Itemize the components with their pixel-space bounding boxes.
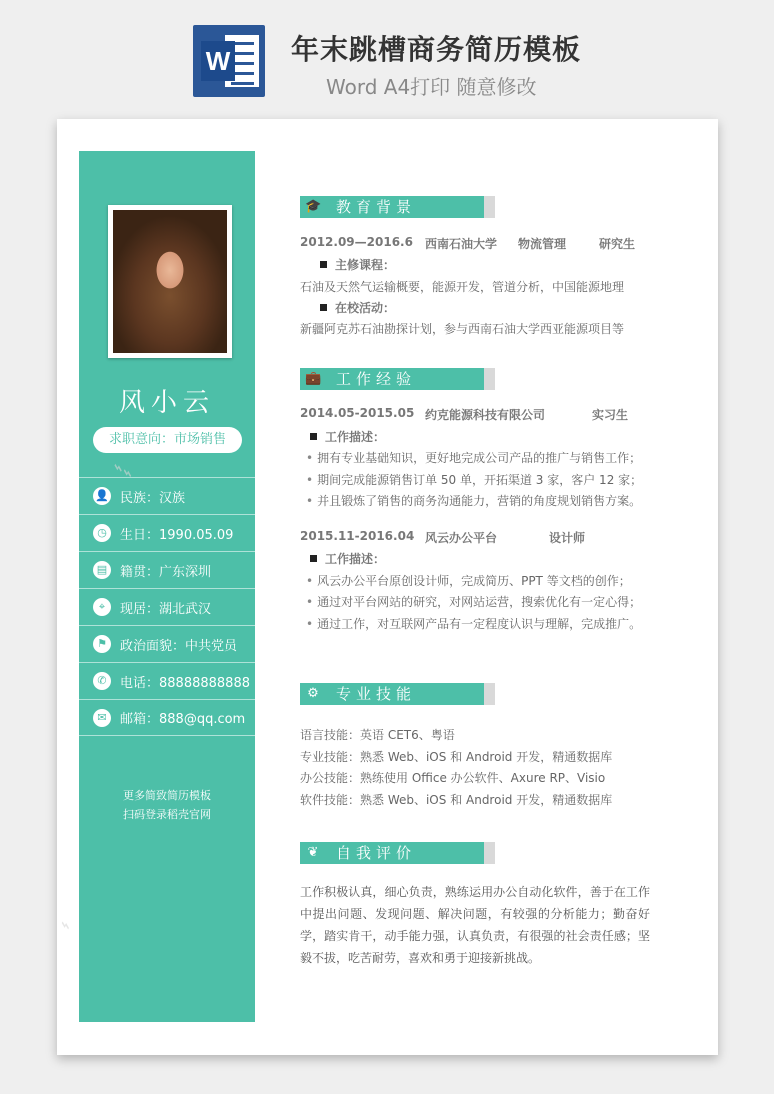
job-company: 风云办公平台 bbox=[425, 531, 498, 545]
watermark: ⌁ bbox=[55, 913, 76, 938]
personal-info-list bbox=[79, 477, 255, 736]
info-text: 现居：湖北武汉 bbox=[120, 601, 212, 617]
footer-line: 扫码登录稻壳官网 bbox=[123, 808, 211, 821]
briefcase-icon: 💼 bbox=[305, 371, 322, 386]
job-point: • 风云办公平台原创设计师，完成简历、PPT 等文档的创作； bbox=[306, 574, 631, 588]
activities-text: 新疆阿克苏石油勘探计划，参与西南石油大学西亚能源项目等 bbox=[300, 322, 625, 336]
job-period: 2014.05-2015.05 bbox=[300, 406, 415, 420]
job-period: 2015.11-2016.04 bbox=[300, 529, 415, 543]
section-title: 教育背景 bbox=[336, 198, 417, 216]
word-icon bbox=[193, 25, 265, 97]
job-point: • 通过工作，对互联网产品有一定程度认识与理解，完成推广。 bbox=[306, 617, 642, 631]
info-phone bbox=[79, 662, 255, 699]
info-text: 籍贯：广东深圳 bbox=[120, 564, 212, 580]
job-point: • 拥有专业基础知识，更好地完成公司产品的推广与销售工作； bbox=[306, 451, 642, 465]
section-title: 专业技能 bbox=[336, 685, 417, 703]
skill-item: 专业技能：熟悉 Web、iOS 和 Android 开发，精通数据库 bbox=[300, 750, 613, 764]
footer-line: 更多简致简历模板 bbox=[123, 789, 211, 802]
section-title: 工作经验 bbox=[336, 370, 417, 388]
sidebar-footer bbox=[79, 786, 255, 824]
self-eval-text: 工作积极认真，细心负责，熟练运用办公自动化软件，善于在工作中提出问题、发现问题、解决问题，有较强的分析能力；勤奋好学，踏实肯干，动手能力强，认真负责，有很强的社会责任感；坚毅不拔，吃苦耐劳，喜欢和勇于迎接新挑战。 bbox=[300, 885, 650, 965]
word-icon-letter: W bbox=[201, 41, 235, 81]
info-ethnicity bbox=[79, 477, 255, 514]
job-point: • 并且锻炼了销售的商务沟通能力，营销的角度规划销售方案。 bbox=[306, 494, 642, 508]
job-role: 设计师 bbox=[549, 531, 586, 545]
edu-degree: 研究生 bbox=[599, 237, 636, 251]
section-title: 自我评价 bbox=[336, 844, 417, 862]
skill-item: 办公技能：熟练使用 Office 办公软件、Axure RP、Visio bbox=[300, 771, 606, 785]
mail-icon: ✉ bbox=[93, 709, 111, 727]
edu-major: 物流管理 bbox=[518, 237, 567, 251]
info-birthday bbox=[79, 514, 255, 551]
info-text: 民族：汉族 bbox=[120, 490, 186, 506]
section-header-skills bbox=[300, 683, 495, 705]
skill-item: 语言技能：英语 CET6、粤语 bbox=[300, 728, 455, 742]
graduation-cap-icon: 🎓 bbox=[305, 199, 322, 214]
job-desc-label: 工作描述： bbox=[310, 550, 385, 567]
job-point: • 通过对平台网站的研究，对网站运营，搜索优化有一定心得； bbox=[306, 595, 642, 609]
section-header-education bbox=[300, 196, 495, 218]
chart-icon: ▤ bbox=[93, 561, 111, 579]
profile-name: 风小云 bbox=[118, 388, 215, 418]
job-role: 实习生 bbox=[592, 408, 629, 422]
page-title: 年末跳槽商务简历模板 bbox=[291, 33, 582, 66]
flag-icon: ⚑ bbox=[93, 635, 111, 653]
info-text: 生日：1990.05.09 bbox=[120, 527, 234, 543]
info-text: 邮箱：888@qq.com bbox=[120, 712, 246, 727]
phone-icon: ✆ bbox=[93, 672, 111, 690]
edu-period: 2012.09—2016.6 bbox=[300, 235, 413, 249]
info-politics bbox=[79, 625, 255, 662]
leaf-icon: ❦ bbox=[307, 845, 319, 860]
clock-icon: ◷ bbox=[93, 524, 111, 542]
courses-text: 石油及天然气运输概要，能源开发，管道分析，中国能源地理 bbox=[300, 280, 625, 294]
info-residence bbox=[79, 588, 255, 625]
activities-label: 在校活动： bbox=[320, 299, 395, 316]
job-company: 约克能源科技有限公司 bbox=[425, 408, 546, 422]
info-text: 电话：88888888888 bbox=[120, 675, 250, 691]
job-desc-label: 工作描述： bbox=[310, 428, 385, 445]
skill-item: 软件技能：熟悉 Web、iOS 和 Android 开发，精通数据库 bbox=[300, 793, 613, 807]
section-header-work bbox=[300, 368, 495, 390]
info-text: 政治面貌：中共党员 bbox=[120, 638, 238, 654]
location-icon: ⌖ bbox=[93, 598, 111, 616]
edu-school: 西南石油大学 bbox=[425, 237, 498, 251]
section-header-self-eval bbox=[300, 842, 495, 864]
gear-icon: ⚙ bbox=[307, 686, 319, 701]
watermark: ⌁⌁ bbox=[108, 455, 138, 486]
profile-photo bbox=[108, 205, 232, 358]
info-email bbox=[79, 699, 255, 736]
user-icon: 👤 bbox=[93, 487, 111, 505]
job-intent-badge: 求职意向：市场销售 bbox=[93, 427, 242, 453]
page-subtitle: Word A4打印 随意修改 bbox=[326, 75, 537, 99]
courses-label: 主修课程： bbox=[320, 256, 395, 273]
info-hometown bbox=[79, 551, 255, 588]
job-point: • 期间完成能源销售订单 50 单，开拓渠道 3 家，客户 12 家； bbox=[306, 473, 643, 487]
